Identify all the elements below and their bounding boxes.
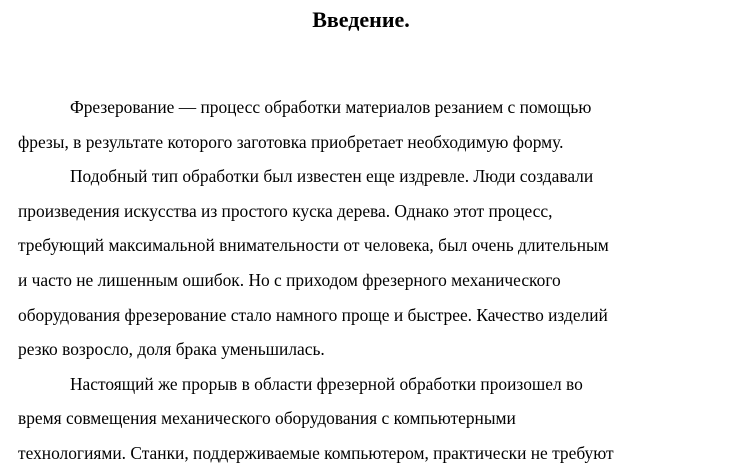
text-line: и часто не лишенным ошибок. Но с приходом фрезерного механического xyxy=(18,269,561,290)
text-line: технологиями. Станки, поддерживаемые компьютером, практически не требуют xyxy=(18,442,614,463)
document-body xyxy=(18,90,708,471)
text-line: Настоящий же прорыв в области фрезерной обработки произошел во xyxy=(70,373,583,394)
text-line: время совмещения механического оборудования с компьютерными xyxy=(18,408,516,429)
text-line: Подобный тип обработки был известен еще издревле. Люди создавали xyxy=(70,166,594,187)
text-line: произведения искусства из простого куска дерева. Однако этот процесс, xyxy=(18,200,553,221)
text-line: требующий максимальной внимательности от человека, был очень длительным xyxy=(18,235,609,256)
page-title: Введение. xyxy=(312,7,410,32)
text-line: Фрезерование — процесс обработки материалов резанием с помощью xyxy=(70,97,592,117)
text-line: резко возросло, доля брака уменьшилась. xyxy=(18,339,325,360)
text-line: фрезы, в результате которого заготовка приобретает необходимую форму. xyxy=(18,131,564,152)
text-line: оборудования фрезерование стало намного проще и быстрее. Качество изделий xyxy=(18,304,608,325)
